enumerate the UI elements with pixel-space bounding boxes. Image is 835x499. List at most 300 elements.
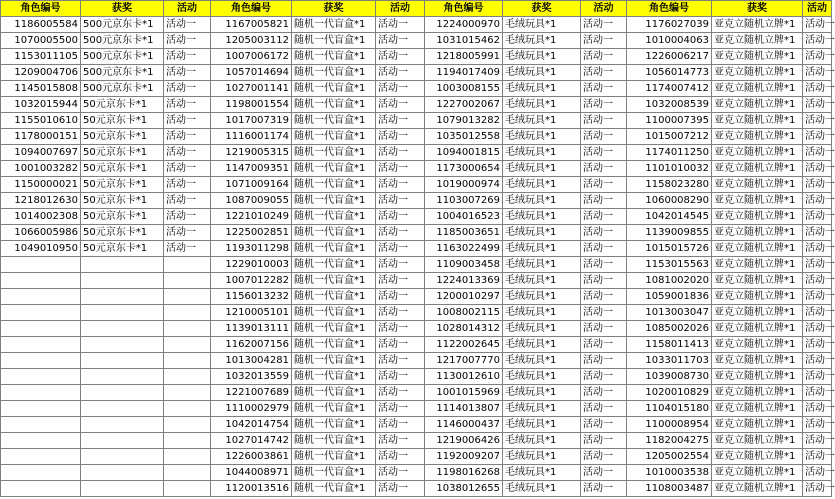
activity-cell[interactable]: 活动一	[803, 193, 832, 209]
activity-cell[interactable]: 活动一	[803, 97, 832, 113]
prize-cell[interactable]: 毛绒玩具*1	[503, 193, 581, 209]
activity-cell[interactable]: 活动一	[376, 433, 425, 449]
prize-cell[interactable]: 50元京东卡*1	[81, 193, 164, 209]
activity-cell[interactable]: 活动一	[803, 257, 832, 273]
prize-cell[interactable]	[81, 353, 164, 369]
role-id-cell[interactable]: 1226003861	[211, 449, 292, 465]
activity-cell[interactable]: 活动一	[376, 33, 425, 49]
activity-cell[interactable]	[164, 337, 211, 353]
role-id-cell[interactable]: 1071009164	[211, 177, 292, 193]
activity-cell[interactable]: 活动一	[803, 209, 832, 225]
role-id-cell[interactable]: 1070005500	[1, 33, 81, 49]
prize-cell[interactable]	[81, 465, 164, 481]
activity-cell[interactable]: 活动一	[376, 113, 425, 129]
activity-cell[interactable]: 活动一	[376, 17, 425, 33]
activity-cell[interactable]: 活动一	[376, 49, 425, 65]
role-id-cell[interactable]	[1, 337, 81, 353]
activity-cell[interactable]: 活动一	[376, 241, 425, 257]
activity-cell[interactable]: 活动一	[376, 337, 425, 353]
role-id-cell[interactable]: 1178000151	[1, 129, 81, 145]
prize-cell[interactable]: 亚克立随机立牌*1	[712, 17, 803, 33]
prize-cell[interactable]: 随机一代盲盒*1	[292, 225, 376, 241]
role-id-cell[interactable]: 1007006172	[211, 49, 292, 65]
activity-cell[interactable]: 活动一	[803, 385, 832, 401]
activity-cell[interactable]	[164, 385, 211, 401]
role-id-cell[interactable]: 1109003458	[425, 257, 503, 273]
prize-cell[interactable]: 随机一代盲盒*1	[292, 353, 376, 369]
role-id-cell[interactable]: 1010003538	[627, 465, 712, 481]
prize-cell[interactable]: 500元京东卡*1	[81, 33, 164, 49]
prize-cell[interactable]: 亚克立随机立牌*1	[712, 401, 803, 417]
role-id-cell[interactable]: 1032015944	[1, 97, 81, 113]
role-id-cell[interactable]: 1146000437	[425, 417, 503, 433]
prize-cell[interactable]: 随机一代盲盒*1	[292, 33, 376, 49]
role-id-cell[interactable]: 1225002851	[211, 225, 292, 241]
role-id-cell[interactable]	[1, 401, 81, 417]
role-id-cell[interactable]: 1174011250	[627, 145, 712, 161]
activity-cell[interactable]: 活动一	[581, 257, 627, 273]
prize-cell[interactable]: 亚克立随机立牌*1	[712, 97, 803, 113]
prize-cell[interactable]: 亚克立随机立牌*1	[712, 161, 803, 177]
activity-cell[interactable]: 活动一	[803, 337, 832, 353]
role-id-cell[interactable]: 1174007412	[627, 81, 712, 97]
prize-cell[interactable]: 随机一代盲盒*1	[292, 145, 376, 161]
activity-cell[interactable]: 活动一	[164, 49, 211, 65]
activity-cell[interactable]: 活动一	[803, 433, 832, 449]
role-id-cell[interactable]: 1033011703	[627, 353, 712, 369]
role-id-cell[interactable]: 1150000021	[1, 177, 81, 193]
prize-cell[interactable]: 亚克立随机立牌*1	[712, 209, 803, 225]
prize-cell[interactable]: 亚克立随机立牌*1	[712, 225, 803, 241]
activity-cell[interactable]: 活动一	[581, 433, 627, 449]
role-id-cell[interactable]: 1145015808	[1, 81, 81, 97]
activity-cell[interactable]: 活动一	[581, 305, 627, 321]
prize-cell[interactable]: 毛绒玩具*1	[503, 209, 581, 225]
header-role-id[interactable]: 角色编号	[211, 1, 292, 17]
role-id-cell[interactable]	[1, 449, 81, 465]
prize-cell[interactable]: 随机一代盲盒*1	[292, 481, 376, 497]
activity-cell[interactable]: 活动一	[164, 65, 211, 81]
role-id-cell[interactable]: 1219006426	[425, 433, 503, 449]
role-id-cell[interactable]: 1103007269	[425, 193, 503, 209]
activity-cell[interactable]: 活动一	[376, 449, 425, 465]
role-id-cell[interactable]: 1162007156	[211, 337, 292, 353]
activity-cell[interactable]: 活动一	[803, 353, 832, 369]
role-id-cell[interactable]: 1100008954	[627, 417, 712, 433]
activity-cell[interactable]: 活动一	[803, 33, 832, 49]
role-id-cell[interactable]: 1194017409	[425, 65, 503, 81]
header-prize[interactable]: 获奖	[503, 1, 581, 17]
activity-cell[interactable]: 活动一	[376, 193, 425, 209]
activity-cell[interactable]: 活动一	[581, 369, 627, 385]
prize-cell[interactable]	[81, 273, 164, 289]
role-id-cell[interactable]: 1229010003	[211, 257, 292, 273]
activity-cell[interactable]: 活动一	[803, 65, 832, 81]
activity-cell[interactable]: 活动一	[803, 289, 832, 305]
activity-cell[interactable]: 活动一	[581, 465, 627, 481]
prize-cell[interactable]: 亚克立随机立牌*1	[712, 193, 803, 209]
prize-cell[interactable]: 随机一代盲盒*1	[292, 417, 376, 433]
role-id-cell[interactable]: 1032013559	[211, 369, 292, 385]
activity-cell[interactable]: 活动一	[803, 465, 832, 481]
activity-cell[interactable]: 活动一	[164, 97, 211, 113]
header-prize[interactable]: 获奖	[292, 1, 376, 17]
role-id-cell[interactable]	[1, 257, 81, 273]
role-id-cell[interactable]: 1155010610	[1, 113, 81, 129]
role-id-cell[interactable]: 1200010297	[425, 289, 503, 305]
prize-cell[interactable]	[81, 385, 164, 401]
prize-cell[interactable]: 毛绒玩具*1	[503, 401, 581, 417]
activity-cell[interactable]	[164, 257, 211, 273]
role-id-cell[interactable]: 1108003487	[627, 481, 712, 497]
prize-cell[interactable]	[81, 449, 164, 465]
role-id-cell[interactable]	[1, 385, 81, 401]
prize-cell[interactable]: 毛绒玩具*1	[503, 161, 581, 177]
role-id-cell[interactable]: 1019000974	[425, 177, 503, 193]
activity-cell[interactable]: 活动一	[376, 257, 425, 273]
role-id-cell[interactable]: 1015007212	[627, 129, 712, 145]
activity-cell[interactable]: 活动一	[581, 385, 627, 401]
activity-cell[interactable]	[164, 481, 211, 497]
role-id-cell[interactable]: 1039008730	[627, 369, 712, 385]
activity-cell[interactable]: 活动一	[164, 33, 211, 49]
prize-cell[interactable]: 随机一代盲盒*1	[292, 385, 376, 401]
prize-cell[interactable]: 毛绒玩具*1	[503, 177, 581, 193]
prize-cell[interactable]: 亚克立随机立牌*1	[712, 177, 803, 193]
prize-cell[interactable]: 亚克立随机立牌*1	[712, 481, 803, 497]
activity-cell[interactable]: 活动一	[803, 241, 832, 257]
prize-cell[interactable]: 随机一代盲盒*1	[292, 401, 376, 417]
activity-cell[interactable]: 活动一	[376, 401, 425, 417]
role-id-cell[interactable]: 1139013111	[211, 321, 292, 337]
role-id-cell[interactable]: 1059001836	[627, 289, 712, 305]
prize-cell[interactable]: 毛绒玩具*1	[503, 17, 581, 33]
prize-cell[interactable]: 500元京东卡*1	[81, 17, 164, 33]
prize-cell[interactable]: 随机一代盲盒*1	[292, 305, 376, 321]
role-id-cell[interactable]: 1221010249	[211, 209, 292, 225]
role-id-cell[interactable]: 1087009055	[211, 193, 292, 209]
role-id-cell[interactable]: 1185003651	[425, 225, 503, 241]
activity-cell[interactable]: 活动一	[803, 17, 832, 33]
prize-cell[interactable]: 500元京东卡*1	[81, 81, 164, 97]
prize-cell[interactable]: 亚克立随机立牌*1	[712, 33, 803, 49]
activity-cell[interactable]: 活动一	[164, 145, 211, 161]
role-id-cell[interactable]: 1176027039	[627, 17, 712, 33]
prize-cell[interactable]: 亚克立随机立牌*1	[712, 321, 803, 337]
activity-cell[interactable]: 活动一	[581, 33, 627, 49]
activity-cell[interactable]	[164, 433, 211, 449]
role-id-cell[interactable]: 1032008539	[627, 97, 712, 113]
prize-cell[interactable]: 毛绒玩具*1	[503, 225, 581, 241]
header-role-id[interactable]: 角色编号	[425, 1, 503, 17]
role-id-cell[interactable]: 1147009351	[211, 161, 292, 177]
prize-cell[interactable]: 随机一代盲盒*1	[292, 449, 376, 465]
header-prize[interactable]: 获奖	[81, 1, 164, 17]
role-id-cell[interactable]: 1003008155	[425, 81, 503, 97]
activity-cell[interactable]: 活动一	[581, 241, 627, 257]
prize-cell[interactable]: 毛绒玩具*1	[503, 305, 581, 321]
prize-cell[interactable]: 随机一代盲盒*1	[292, 97, 376, 113]
activity-cell[interactable]: 活动一	[376, 289, 425, 305]
prize-cell[interactable]: 毛绒玩具*1	[503, 81, 581, 97]
prize-cell[interactable]: 毛绒玩具*1	[503, 465, 581, 481]
role-id-cell[interactable]: 1027001141	[211, 81, 292, 97]
activity-cell[interactable]: 活动一	[376, 161, 425, 177]
activity-cell[interactable]: 活动一	[803, 369, 832, 385]
prize-cell[interactable]: 亚克立随机立牌*1	[712, 449, 803, 465]
role-id-cell[interactable]: 1205002554	[627, 449, 712, 465]
activity-cell[interactable]: 活动一	[803, 401, 832, 417]
prize-cell[interactable]: 毛绒玩具*1	[503, 257, 581, 273]
role-id-cell[interactable]: 1013004281	[211, 353, 292, 369]
prize-cell[interactable]: 毛绒玩具*1	[503, 273, 581, 289]
prize-cell[interactable]: 随机一代盲盒*1	[292, 81, 376, 97]
role-id-cell[interactable]	[1, 433, 81, 449]
prize-cell[interactable]: 亚克立随机立牌*1	[712, 385, 803, 401]
role-id-cell[interactable]: 1110002979	[211, 401, 292, 417]
role-id-cell[interactable]: 1004016523	[425, 209, 503, 225]
activity-cell[interactable]: 活动一	[803, 417, 832, 433]
role-id-cell[interactable]	[1, 369, 81, 385]
role-id-cell[interactable]: 1044008971	[211, 465, 292, 481]
prize-cell[interactable]: 毛绒玩具*1	[503, 433, 581, 449]
prize-cell[interactable]	[81, 369, 164, 385]
role-id-cell[interactable]: 1153011105	[1, 49, 81, 65]
prize-cell[interactable]: 随机一代盲盒*1	[292, 465, 376, 481]
activity-cell[interactable]: 活动一	[581, 113, 627, 129]
activity-cell[interactable]: 活动一	[376, 321, 425, 337]
prize-cell[interactable]: 随机一代盲盒*1	[292, 49, 376, 65]
role-id-cell[interactable]	[1, 465, 81, 481]
role-id-cell[interactable]: 1163022499	[425, 241, 503, 257]
activity-cell[interactable]	[164, 273, 211, 289]
prize-cell[interactable]: 50元京东卡*1	[81, 161, 164, 177]
activity-cell[interactable]: 活动一	[803, 321, 832, 337]
role-id-cell[interactable]: 1186005584	[1, 17, 81, 33]
prize-cell[interactable]: 亚克立随机立牌*1	[712, 49, 803, 65]
activity-cell[interactable]: 活动一	[376, 65, 425, 81]
activity-cell[interactable]: 活动一	[164, 129, 211, 145]
prize-cell[interactable]: 毛绒玩具*1	[503, 337, 581, 353]
activity-cell[interactable]	[164, 401, 211, 417]
role-id-cell[interactable]: 1218005991	[425, 49, 503, 65]
role-id-cell[interactable]: 1116001174	[211, 129, 292, 145]
role-id-cell[interactable]: 1198001554	[211, 97, 292, 113]
prize-cell[interactable]: 50元京东卡*1	[81, 97, 164, 113]
activity-cell[interactable]: 活动一	[376, 97, 425, 113]
activity-cell[interactable]: 活动一	[803, 81, 832, 97]
role-id-cell[interactable]: 1028014312	[425, 321, 503, 337]
role-id-cell[interactable]	[1, 417, 81, 433]
role-id-cell[interactable]: 1001015969	[425, 385, 503, 401]
activity-cell[interactable]	[164, 449, 211, 465]
role-id-cell[interactable]: 1192009207	[425, 449, 503, 465]
header-activity[interactable]: 活动	[803, 1, 832, 17]
activity-cell[interactable]: 活动一	[164, 17, 211, 33]
activity-cell[interactable]: 活动一	[803, 161, 832, 177]
activity-cell[interactable]: 活动一	[376, 417, 425, 433]
activity-cell[interactable]: 活动一	[164, 209, 211, 225]
role-id-cell[interactable]: 1224013369	[425, 273, 503, 289]
activity-cell[interactable]: 活动一	[376, 145, 425, 161]
activity-cell[interactable]: 活动一	[376, 481, 425, 497]
prize-cell[interactable]: 毛绒玩具*1	[503, 241, 581, 257]
prize-cell[interactable]: 随机一代盲盒*1	[292, 273, 376, 289]
prize-cell[interactable]: 随机一代盲盒*1	[292, 321, 376, 337]
prize-cell[interactable]: 毛绒玩具*1	[503, 113, 581, 129]
header-prize[interactable]: 获奖	[712, 1, 803, 17]
prize-cell[interactable]	[81, 305, 164, 321]
role-id-cell[interactable]: 1198016268	[425, 465, 503, 481]
role-id-cell[interactable]: 1085002026	[627, 321, 712, 337]
prize-cell[interactable]: 随机一代盲盒*1	[292, 129, 376, 145]
prize-cell[interactable]: 500元京东卡*1	[81, 65, 164, 81]
role-id-cell[interactable]: 1017007319	[211, 113, 292, 129]
prize-cell[interactable]	[81, 401, 164, 417]
activity-cell[interactable]	[164, 321, 211, 337]
role-id-cell[interactable]	[1, 273, 81, 289]
prize-cell[interactable]	[81, 321, 164, 337]
prize-cell[interactable]: 毛绒玩具*1	[503, 97, 581, 113]
prize-cell[interactable]: 毛绒玩具*1	[503, 481, 581, 497]
prize-cell[interactable]: 亚克立随机立牌*1	[712, 129, 803, 145]
activity-cell[interactable]: 活动一	[581, 225, 627, 241]
prize-cell[interactable]: 随机一代盲盒*1	[292, 369, 376, 385]
prize-cell[interactable]: 毛绒玩具*1	[503, 65, 581, 81]
role-id-cell[interactable]: 1015015726	[627, 241, 712, 257]
role-id-cell[interactable]: 1020010829	[627, 385, 712, 401]
prize-cell[interactable]: 50元京东卡*1	[81, 241, 164, 257]
activity-cell[interactable]	[164, 465, 211, 481]
activity-cell[interactable]: 活动一	[376, 129, 425, 145]
activity-cell[interactable]: 活动一	[581, 81, 627, 97]
role-id-cell[interactable]	[1, 321, 81, 337]
activity-cell[interactable]: 活动一	[581, 289, 627, 305]
activity-cell[interactable]: 活动一	[376, 369, 425, 385]
role-id-cell[interactable]: 1094001815	[425, 145, 503, 161]
activity-cell[interactable]: 活动一	[803, 145, 832, 161]
activity-cell[interactable]: 活动一	[803, 129, 832, 145]
activity-cell[interactable]	[164, 289, 211, 305]
prize-cell[interactable]: 500元京东卡*1	[81, 49, 164, 65]
prize-cell[interactable]	[81, 417, 164, 433]
prize-cell[interactable]: 亚克立随机立牌*1	[712, 145, 803, 161]
role-id-cell[interactable]: 1153015563	[627, 257, 712, 273]
activity-cell[interactable]: 活动一	[581, 401, 627, 417]
activity-cell[interactable]	[164, 417, 211, 433]
prize-cell[interactable]	[81, 433, 164, 449]
role-id-cell[interactable]: 1104015180	[627, 401, 712, 417]
role-id-cell[interactable]: 1205003112	[211, 33, 292, 49]
activity-cell[interactable]: 活动一	[581, 17, 627, 33]
role-id-cell[interactable]: 1100007395	[627, 113, 712, 129]
prize-cell[interactable]: 50元京东卡*1	[81, 209, 164, 225]
prize-cell[interactable]: 毛绒玩具*1	[503, 129, 581, 145]
role-id-cell[interactable]: 1031015462	[425, 33, 503, 49]
role-id-cell[interactable]: 1221007689	[211, 385, 292, 401]
role-id-cell[interactable]: 1038012655	[425, 481, 503, 497]
prize-cell[interactable]	[81, 257, 164, 273]
role-id-cell[interactable]: 1081002020	[627, 273, 712, 289]
prize-cell[interactable]	[81, 289, 164, 305]
role-id-cell[interactable]: 1079013282	[425, 113, 503, 129]
activity-cell[interactable]: 活动一	[376, 353, 425, 369]
role-id-cell[interactable]	[1, 289, 81, 305]
activity-cell[interactable]: 活动一	[581, 193, 627, 209]
header-role-id[interactable]: 角色编号	[627, 1, 712, 17]
role-id-cell[interactable]: 1035012558	[425, 129, 503, 145]
role-id-cell[interactable]: 1158011413	[627, 337, 712, 353]
activity-cell[interactable]: 活动一	[164, 193, 211, 209]
prize-cell[interactable]: 亚克立随机立牌*1	[712, 417, 803, 433]
activity-cell[interactable]: 活动一	[803, 273, 832, 289]
activity-cell[interactable]: 活动一	[376, 81, 425, 97]
activity-cell[interactable]: 活动一	[164, 81, 211, 97]
role-id-cell[interactable]: 1008002115	[425, 305, 503, 321]
prize-cell[interactable]: 亚克立随机立牌*1	[712, 353, 803, 369]
prize-cell[interactable]: 随机一代盲盒*1	[292, 65, 376, 81]
role-id-cell[interactable]: 1173000654	[425, 161, 503, 177]
role-id-cell[interactable]: 1094007697	[1, 145, 81, 161]
role-id-cell[interactable]: 1101010032	[627, 161, 712, 177]
prize-cell[interactable]: 亚克立随机立牌*1	[712, 257, 803, 273]
activity-cell[interactable]: 活动一	[581, 97, 627, 113]
role-id-cell[interactable]: 1114013807	[425, 401, 503, 417]
role-id-cell[interactable]: 1158023280	[627, 177, 712, 193]
activity-cell[interactable]: 活动一	[803, 449, 832, 465]
activity-cell[interactable]: 活动一	[581, 145, 627, 161]
role-id-cell[interactable]: 1219005315	[211, 145, 292, 161]
role-id-cell[interactable]: 1209004706	[1, 65, 81, 81]
role-id-cell[interactable]: 1218012630	[1, 193, 81, 209]
role-id-cell[interactable]: 1156013232	[211, 289, 292, 305]
role-id-cell[interactable]: 1010004063	[627, 33, 712, 49]
role-id-cell[interactable]: 1167005821	[211, 17, 292, 33]
prize-cell[interactable]: 亚克立随机立牌*1	[712, 65, 803, 81]
activity-cell[interactable]	[164, 369, 211, 385]
activity-cell[interactable]: 活动一	[581, 209, 627, 225]
role-id-cell[interactable]: 1014002308	[1, 209, 81, 225]
prize-cell[interactable]: 毛绒玩具*1	[503, 417, 581, 433]
header-activity[interactable]: 活动	[376, 1, 425, 17]
prize-cell[interactable]: 毛绒玩具*1	[503, 385, 581, 401]
activity-cell[interactable]: 活动一	[581, 161, 627, 177]
role-id-cell[interactable]: 1027014742	[211, 433, 292, 449]
activity-cell[interactable]: 活动一	[581, 49, 627, 65]
activity-cell[interactable]: 活动一	[164, 177, 211, 193]
activity-cell[interactable]: 活动一	[581, 417, 627, 433]
role-id-cell[interactable]: 1122002645	[425, 337, 503, 353]
prize-cell[interactable]: 亚克立随机立牌*1	[712, 81, 803, 97]
activity-cell[interactable]: 活动一	[164, 241, 211, 257]
prize-cell[interactable]: 亚克立随机立牌*1	[712, 433, 803, 449]
prize-cell[interactable]: 随机一代盲盒*1	[292, 337, 376, 353]
activity-cell[interactable]: 活动一	[581, 481, 627, 497]
activity-cell[interactable]: 活动一	[581, 353, 627, 369]
header-role-id[interactable]: 角色编号	[1, 1, 81, 17]
role-id-cell[interactable]: 1130012610	[425, 369, 503, 385]
role-id-cell[interactable]: 1226006217	[627, 49, 712, 65]
role-id-cell[interactable]: 1057014694	[211, 65, 292, 81]
prize-cell[interactable]: 亚克立随机立牌*1	[712, 113, 803, 129]
prize-cell[interactable]: 50元京东卡*1	[81, 129, 164, 145]
prize-cell[interactable]: 亚克立随机立牌*1	[712, 305, 803, 321]
prize-cell[interactable]: 随机一代盲盒*1	[292, 193, 376, 209]
prize-cell[interactable]: 亚克立随机立牌*1	[712, 241, 803, 257]
role-id-cell[interactable]	[1, 353, 81, 369]
prize-cell[interactable]: 随机一代盲盒*1	[292, 241, 376, 257]
prize-cell[interactable]: 毛绒玩具*1	[503, 369, 581, 385]
